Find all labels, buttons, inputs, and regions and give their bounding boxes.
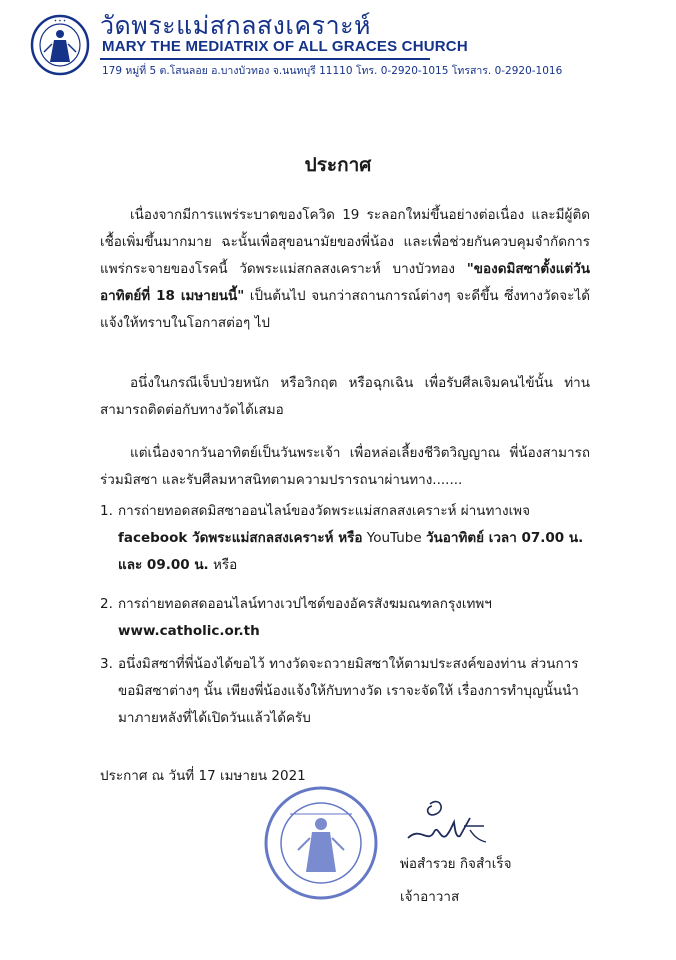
letterhead-divider	[100, 58, 430, 60]
facebook-page-name: facebook วัดพระแม่สกลสงเคราะห์ หรือ	[118, 530, 363, 546]
website-link[interactable]: www.catholic.or.th	[118, 623, 260, 639]
list-text: การถ่ายทอดสดมิสซาออนไลน์ของวัดพระแม่สกลสงเคราะห์ ผ่านทางเพจ	[118, 503, 530, 519]
church-name-english: MARY THE MEDIATRIX OF ALL GRACES CHURCH	[102, 38, 468, 55]
official-seal-icon	[262, 784, 380, 902]
list-number: 1.	[100, 503, 113, 519]
list-text: อนึ่งมิสซาที่พี่น้องได้ขอไว้ ทางวัดจะถวายมิสซาให้ตามประสงค์ของท่าน ส่วนการขอมิสซาต่างๆ นั้น เพียงพี่น้องแจ้งให้กับทางวัด เราจะจัดให้ เรื่องการทำบุญนั้นนำมาภายหลังที่ได้เปิดวันแล้วได้ครับ	[118, 656, 579, 726]
paragraph-covid-notice	[100, 202, 590, 337]
church-address: 179 หมู่ที่ 5 ต.โสนลอย อ.บางบัวทอง จ.นนทบุรี 11110 โทร. 0-2920-1015 โทรสาร. 0-2920-1016	[102, 65, 563, 77]
announcement-date: ประกาศ ณ วันที่ 17 เมษายน 2021	[100, 768, 306, 784]
broadcast-times: วันอาทิตย์ เวลา 07.00 น. และ 09.00 น.	[118, 530, 584, 573]
list-item	[100, 651, 590, 732]
svg-text:✦ ✦ ✦: ✦ ✦ ✦	[53, 18, 67, 23]
paragraph-anointing: อนึ่งในกรณีเจ็บป่วยหนัก หรือวิกฤต หรือฉุกเฉิน เพื่อรับศีลเจิมคนไข้นั้น ท่านสามารถติดต่อกับทางวัดได้เสมอ	[100, 375, 590, 418]
church-logo-icon	[30, 14, 90, 76]
signer-name: พ่อสำรวย กิจสำเร็จ	[400, 856, 512, 872]
list-number: 2.	[100, 596, 113, 612]
list-text: การถ่ายทอดสดออนไลน์ทางเวปไซต์ของอัครสังฆมณฑลกรุงเทพฯ	[118, 596, 492, 612]
paragraph-online-mass: แต่เนื่องจากวันอาทิตย์เป็นวันพระเจ้า เพื่อหล่อเลี้ยงชีวิตวิญญาณ พี่น้องสามารถร่วมมิสซา และรับศีลมหาสนิทตามความปรารถนาผ่านทาง.......	[100, 445, 590, 488]
list-item	[100, 591, 590, 647]
church-name-thai: วัดพระแม่สกลสงเคราะห์	[100, 11, 372, 40]
list-text: หรือ	[208, 557, 238, 573]
list-item	[100, 498, 590, 587]
list-number: 3.	[100, 656, 113, 672]
announcement-title: ประกาศ	[304, 154, 372, 176]
signature-icon	[400, 796, 500, 856]
list-text: YouTube	[362, 530, 426, 546]
paragraph-text: เป็นต้นไป จนกว่าสถานการณ์ต่างๆ จะดีขึ้น ซึ่งทางวัดจะได้แจ้งให้ทราบในโอกาสต่อๆ ไป	[100, 288, 591, 331]
paragraph-text: เนื่องจากมีการแพร่ระบาดของโควิด 19 ระลอกใหม่ขึ้นอย่างต่อเนื่อง และมีผู้ติดเชื้อเพิ่มขึ้นมากมาย ฉะนั้นเพื่อสุขอนามัยของพี่น้อง และเพื่อช่วยกันควบคุมจำกัดการแพร่กระจายของโรคนี้ วัดพระแม่สกลสงเคราะห์ บางบัวทอง	[100, 207, 590, 277]
online-options-list	[100, 498, 590, 736]
signer-role: เจ้าอาวาส	[400, 889, 460, 905]
mass-suspension-notice: "ของดมิสซาตั้งแต่วันอาทิตย์ที่ 18 เมษายนนี้"	[100, 261, 590, 304]
